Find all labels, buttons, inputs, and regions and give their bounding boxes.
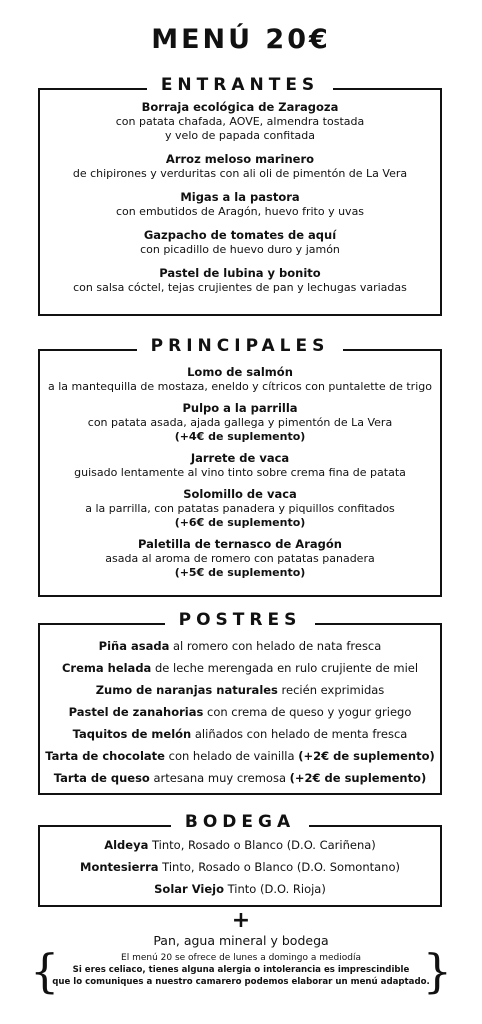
postres-item: Tarta de chocolate con helado de vainilla (+2€ de suplemento) (45, 749, 435, 763)
postres-section (38, 610, 442, 795)
entrantes-item: Migas a la pastora con embutidos de Aragón, huevo frito y uvas (115, 190, 365, 218)
bodega-section (38, 812, 442, 907)
principales-heading: PRINCIPALES (40, 338, 440, 355)
included-extras: Pan, agua mineral y bodega (153, 933, 329, 948)
entrantes-section (38, 75, 442, 316)
principales-item: Paletilla de ternasco de Aragón asada al aroma de romero con patatas panadera (+5€ de suplemento) (105, 537, 375, 579)
menu-title: MENÚ 20€ (151, 24, 331, 55)
footer-allergy-1: Si eres celiaco, tienes alguna alergia o intolerancia es imprescindible (72, 965, 410, 975)
entrantes-item: Pastel de lubina y bonito con salsa cóctel, tejas crujientes de pan y lechugas variadas (73, 266, 407, 294)
principales-item: Jarrete de vaca guisado lentamente al vino tinto sobre crema fina de patata (74, 451, 406, 479)
footer-allergy-2: que lo comuniques a nuestro camarero podemos elaborar un menú adaptado. (52, 977, 430, 987)
postres-item: Pastel de zanahorias con crema de queso y yogur griego (68, 705, 412, 719)
principales-item: Pulpo a la parrilla con patata asada, ajada gallega y pimentón de La Vera (+4€ de suplemento) (87, 401, 393, 443)
postres-heading: POSTRES (40, 612, 440, 629)
entrantes-item: Arroz meloso marinero de chipirones y verduritas con ali oli de pimentón de La Vera (72, 152, 408, 180)
footer-schedule: El menú 20 se ofrece de lunes a domingo a mediodía (121, 953, 361, 963)
bodega-item: Solar Viejo Tinto (D.O. Rioja) (154, 882, 326, 896)
bodega-item: Aldeya Tinto, Rosado o Blanco (D.O. Cariñena) (104, 838, 376, 852)
bodega-heading: BODEGA (40, 814, 440, 831)
entrantes-heading: ENTRANTES (40, 77, 440, 94)
right-brace: } (422, 944, 452, 998)
entrantes-item: Gazpacho de tomates de aquí con picadillo de huevo duro y jamón (140, 228, 340, 256)
postres-item: Tarta de queso artesana muy cremosa (+2€ de suplemento) (53, 771, 427, 785)
plus-sign: + (231, 908, 251, 933)
postres-item: Crema helada de leche merengada en rulo crujiente de miel (61, 661, 419, 675)
postres-item: Taquitos de melón aliñados con helado de menta fresca (72, 727, 408, 741)
principales-section (38, 336, 442, 597)
footer-note (44, 952, 438, 988)
postres-item: Piña asada al romero con helado de nata fresca (98, 639, 382, 653)
left-brace: { (30, 944, 60, 998)
bodega-item: Montesierra Tinto, Rosado o Blanco (D.O. Somontano) (80, 860, 400, 874)
principales-item: Solomillo de vaca a la parrilla, con patatas panadera y piquillos confitados (+6€ de suplemento) (85, 487, 395, 529)
entrantes-item: Borraja ecológica de Zaragoza con patata chafada, AOVE, almendra tostada y velo de papada confitada (115, 100, 365, 142)
postres-item: Zumo de naranjas naturales recién exprimidas (95, 683, 385, 697)
principales-item: Lomo de salmón a la mantequilla de mostaza, eneldo y cítricos con puntalette de trigo (48, 365, 432, 393)
